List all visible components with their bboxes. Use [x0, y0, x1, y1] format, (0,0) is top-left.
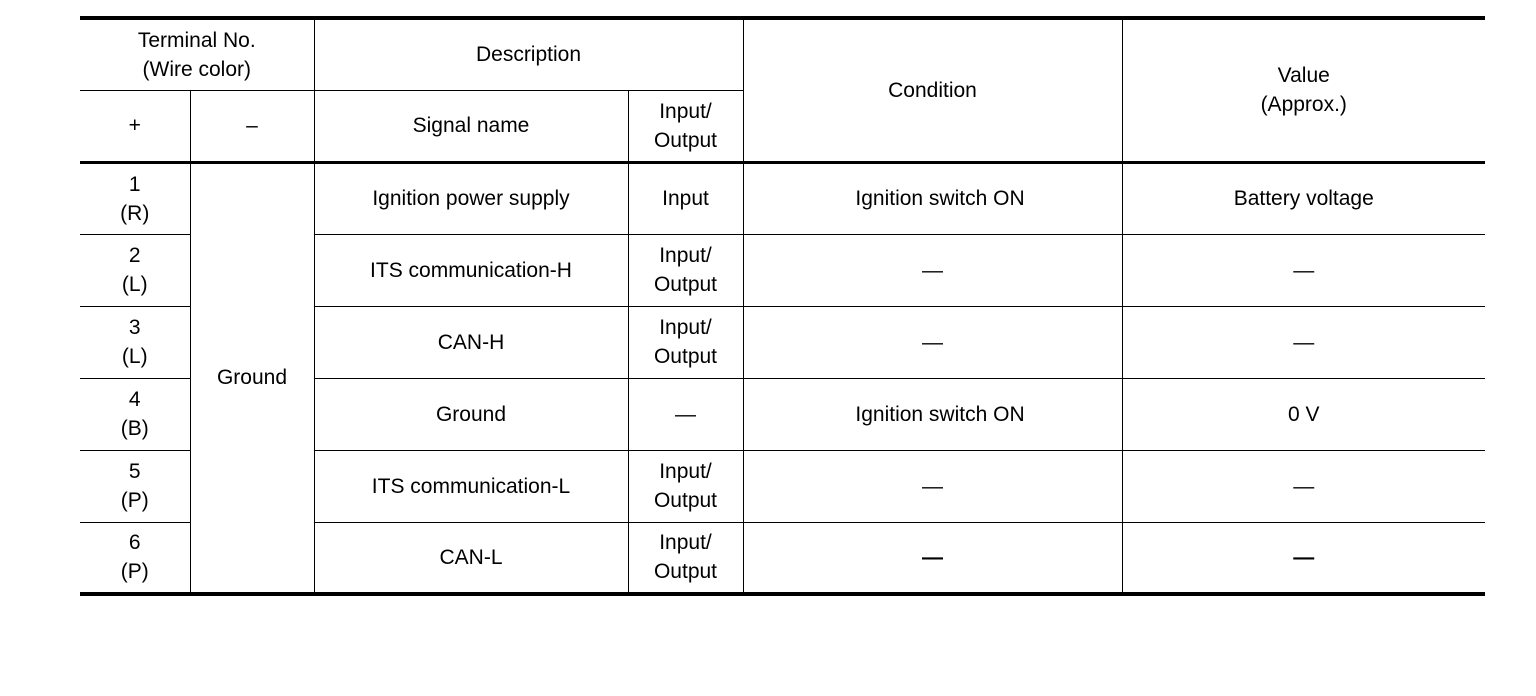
terminal-cell: [80, 378, 190, 450]
io-line-1: Input/: [659, 316, 712, 339]
io-cell: [628, 306, 743, 378]
terminal-no-label: Terminal No.: [137, 28, 256, 52]
wire-color: (P): [120, 560, 149, 584]
output-label: Output: [653, 128, 718, 152]
terminal-cell: [80, 234, 190, 306]
condition-cell: Ignition switch ON: [743, 162, 1122, 234]
wire-color: (R): [120, 201, 150, 225]
terminal-cell: [80, 162, 190, 234]
wire-color: (B): [120, 417, 149, 440]
terminal-no-header: [80, 18, 314, 90]
terminal-cell: [80, 522, 190, 594]
header-row-1: [80, 18, 1485, 90]
signal-name-cell: CAN-H: [314, 306, 628, 378]
wire-color-label: (Wire color): [142, 57, 251, 81]
value-cell: —: [1122, 450, 1485, 522]
wire-color: (P): [120, 489, 149, 512]
signal-name-cell: ITS communication-H: [314, 234, 628, 306]
io-line-1: Input/: [659, 460, 712, 483]
value-cell: 0 V: [1122, 378, 1485, 450]
io-line-1: Input/: [659, 244, 712, 267]
minus-terminal-cell: Ground: [190, 162, 314, 594]
value-label: Value: [1277, 64, 1330, 88]
terminal-number: 6: [128, 531, 141, 555]
value-header: [1122, 18, 1485, 162]
minus-header: –: [190, 90, 314, 162]
value-cell: —: [1122, 234, 1485, 306]
value-cell: [1122, 522, 1485, 594]
condition-cell: [743, 522, 1122, 594]
signal-name-cell: CAN-L: [314, 522, 628, 594]
signal-name-header: Signal name: [314, 90, 628, 162]
condition-cell: —: [743, 450, 1122, 522]
value-dash: —: [1293, 545, 1315, 569]
approx-label: (Approx.): [1260, 93, 1347, 117]
condition-cell: —: [743, 234, 1122, 306]
value-cell: —: [1122, 306, 1485, 378]
terminal-cell: [80, 450, 190, 522]
io-line-2: Output: [653, 273, 718, 296]
io-line-1: —: [675, 402, 696, 426]
io-line-2: Output: [653, 560, 718, 584]
wire-color: (L): [121, 273, 148, 296]
io-cell: [628, 450, 743, 522]
table-row: [80, 162, 1485, 234]
io-line-1: Input/: [659, 531, 712, 555]
condition-dash: —: [922, 545, 943, 569]
terminal-cell: [80, 306, 190, 378]
input-label: Input/: [659, 99, 712, 123]
condition-cell: —: [743, 306, 1122, 378]
io-cell: [628, 522, 743, 594]
condition-cell: Ignition switch ON: [743, 378, 1122, 450]
wire-color: (L): [121, 345, 148, 368]
condition-header: Condition: [743, 18, 1122, 162]
signal-name-cell: Ignition power supply: [314, 162, 628, 234]
signal-name-cell: Ground: [314, 378, 628, 450]
io-line-1: Input: [662, 187, 709, 210]
io-line-2: Output: [653, 489, 718, 512]
input-output-header: [628, 90, 743, 162]
terminal-number: 1: [128, 172, 141, 196]
value-cell: Battery voltage: [1122, 162, 1485, 234]
terminal-number: 3: [128, 316, 141, 339]
io-cell: [628, 234, 743, 306]
terminal-number: 2: [128, 244, 141, 267]
io-line-2: Output: [653, 345, 718, 368]
signal-name-cell: ITS communication-L: [314, 450, 628, 522]
terminal-number: 5: [128, 460, 141, 483]
terminal-number: 4: [128, 388, 141, 411]
description-header: Description: [314, 18, 743, 90]
io-cell: [628, 162, 743, 234]
io-cell: [628, 378, 743, 450]
terminal-table: [80, 16, 1485, 596]
plus-header: +: [80, 90, 190, 162]
